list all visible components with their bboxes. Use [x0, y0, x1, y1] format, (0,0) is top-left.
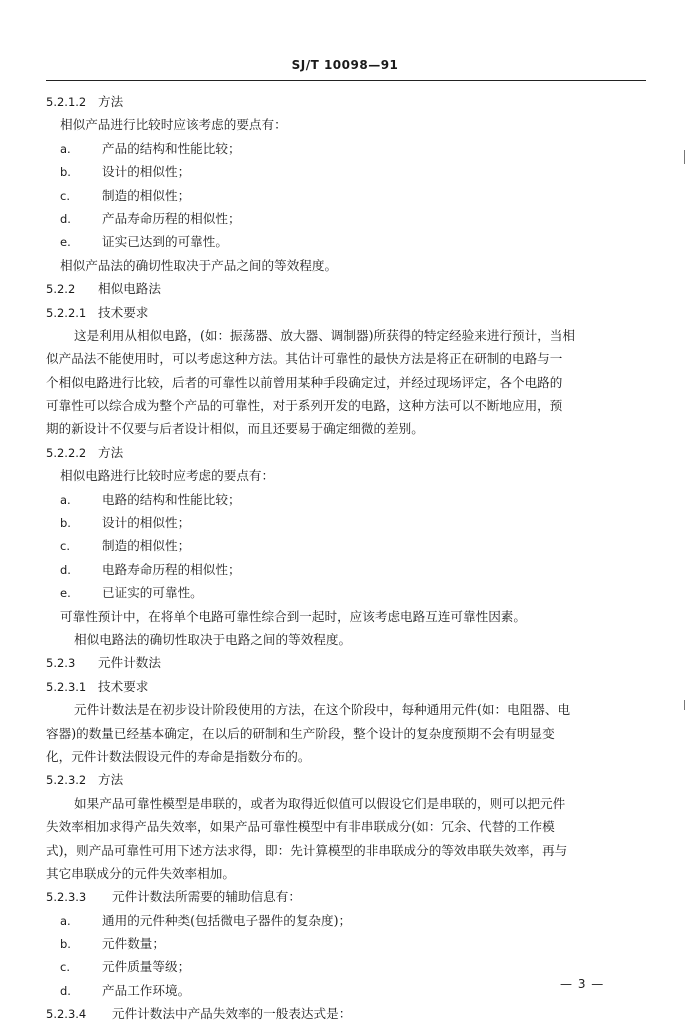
list-marker: e.	[60, 586, 71, 601]
list-item	[46, 909, 646, 932]
section-number: 5.2.3.3	[46, 890, 87, 905]
list-marker: a.	[60, 141, 71, 156]
section-title: 元件计数法	[98, 655, 161, 671]
paragraph-line: 个相似电路进行比较，后者的可靠性以前曾用某种手段确定过，并经过现场评定，各个电路的	[46, 374, 563, 390]
section-heading	[46, 277, 646, 300]
list-item	[46, 488, 646, 511]
closing-text: 可靠性预计中，在将单个电路可靠性综合到一起时，应该考虑电路互连可靠性因素。	[60, 608, 526, 624]
header-rule	[46, 80, 646, 81]
list-item-text: 设计的相似性；	[102, 515, 191, 531]
list-marker: d.	[60, 983, 71, 998]
list-item-text: 产品寿命历程的相似性；	[102, 210, 241, 226]
list-item	[46, 160, 646, 183]
list-item-text: 已证实的可靠性。	[102, 585, 203, 601]
section-number: 5.2.2	[46, 282, 76, 297]
list-marker: a.	[60, 492, 71, 507]
list-item-text: 产品工作环境。	[102, 982, 191, 998]
list-marker: b.	[60, 165, 71, 180]
list-marker: d.	[60, 562, 71, 577]
section-title: 技术要求	[98, 304, 149, 320]
list-item-text: 元件数量；	[102, 936, 165, 952]
paragraph-line: 化，元件计数法假设元件的寿命是指数分布的。	[46, 748, 311, 764]
list-item	[46, 230, 646, 253]
section-title: 相似电路法	[98, 281, 161, 297]
list-marker: b.	[60, 516, 71, 531]
list-item-text: 证实已达到的可靠性。	[102, 234, 228, 250]
list-item-text: 元件质量等级；	[102, 959, 191, 975]
document-body	[46, 90, 646, 1026]
list-marker: d.	[60, 211, 71, 226]
section-heading	[46, 441, 646, 464]
list-item-text: 制造的相似性；	[102, 538, 191, 554]
section-number: 5.2.2.2	[46, 445, 87, 460]
list-item-text: 设计的相似性；	[102, 164, 191, 180]
list-item	[46, 207, 646, 230]
list-marker: c.	[60, 539, 70, 554]
paragraph-line: 如果产品可靠性模型是串联的，或者为取得近似值可以假设它们是串联的，则可以把元件	[74, 795, 566, 811]
section-number: 5.2.2.1	[46, 305, 87, 320]
section-heading	[46, 768, 646, 791]
closing-text: 相似产品法的确切性取决于产品之间的等效程度。	[60, 257, 338, 273]
section-title: 元件计数法中产品失效率的一般表达式是：	[112, 1006, 352, 1022]
paragraph-line: 失效率相加求得产品失效率，如果产品可靠性模型中有非串联成分(如：冗余、代替的工作模	[46, 819, 555, 835]
section-heading	[46, 675, 646, 698]
list-item	[46, 581, 646, 604]
list-item	[46, 137, 646, 160]
list-item-text: 电路的结构和性能比较；	[102, 491, 241, 507]
section-number: 5.2.3.2	[46, 773, 87, 788]
list-item-text: 制造的相似性；	[102, 187, 191, 203]
list-marker: a.	[60, 913, 71, 928]
list-item	[46, 932, 646, 955]
section-number: 5.2.3	[46, 656, 76, 671]
paragraph-line: 期的新设计不仅要与后者设计相似，而且还要易于确定细微的差别。	[46, 421, 424, 437]
paragraph-line: 似产品法不能使用时，可以考虑这种方法。其估计可靠性的最快方法是将正在研制的电路与一	[46, 351, 563, 367]
section-title: 技术要求	[98, 678, 149, 694]
section-heading	[46, 1002, 646, 1025]
intro-text: 相似产品进行比较时应该考虑的要点有：	[60, 117, 287, 133]
page-number: — 3 —	[560, 977, 605, 991]
paragraph-line: 容器)的数量已经基本确定，在以后的研制和生产阶段，整个设计的复杂度预期不会有明显变	[46, 725, 555, 741]
section-heading	[46, 885, 646, 908]
intro-text: 相似电路进行比较时应考虑的要点有：	[60, 468, 275, 484]
list-item	[46, 184, 646, 207]
section-title: 方法	[98, 444, 124, 460]
section-title: 方法	[98, 772, 124, 788]
paragraph-line: 这是利用从相似电路，(如：振荡器、放大器、调制器)所获得的特定经验来进行预计，当相	[74, 327, 575, 343]
list-marker: b.	[60, 937, 71, 952]
list-marker: e.	[60, 235, 71, 250]
section-number: 5.2.3.4	[46, 1007, 87, 1022]
list-item-text: 电路寿命历程的相似性；	[102, 561, 241, 577]
list-marker: c.	[60, 188, 70, 203]
list-marker: c.	[60, 960, 70, 975]
closing-text: 相似电路法的确切性取决于电路之间的等效程度。	[74, 631, 352, 647]
list-item-text: 产品的结构和性能比较；	[102, 140, 241, 156]
list-item-text: 通用的元件种类(包括微电子器件的复杂度)；	[102, 912, 352, 928]
paragraph-line: 式)，则产品可靠性可用下述方法求得，即：先计算模型的非串联成分的等效串联失效率，再与	[46, 842, 568, 858]
section-number: 5.2.1.2	[46, 95, 87, 109]
scan-mark	[684, 700, 685, 710]
paragraph-line: 可靠性可以综合成为整个产品的可靠性，对于系列开发的电路，这种方法可以不断地应用，预	[46, 398, 563, 414]
section-heading	[46, 301, 646, 324]
list-item	[46, 511, 646, 534]
section-number: 5.2.3.1	[46, 679, 87, 694]
paragraph-line: 其它串联成分的元件失效率相加。	[46, 865, 235, 881]
list-item	[46, 534, 646, 557]
paragraph-line: 元件计数法是在初步设计阶段使用的方法，在这个阶段中，每种通用元件(如：电阻器、电	[74, 702, 571, 718]
list-item	[46, 558, 646, 581]
list-item	[46, 979, 646, 1002]
section-heading	[46, 90, 646, 113]
section-title: 元件计数法所需要的辅助信息有：	[112, 889, 301, 905]
list-item	[46, 955, 646, 978]
section-title: 方法	[98, 94, 124, 109]
section-heading	[46, 651, 646, 674]
scan-mark	[684, 150, 685, 164]
standard-code-header: SJ/T 10098—91	[291, 58, 399, 72]
